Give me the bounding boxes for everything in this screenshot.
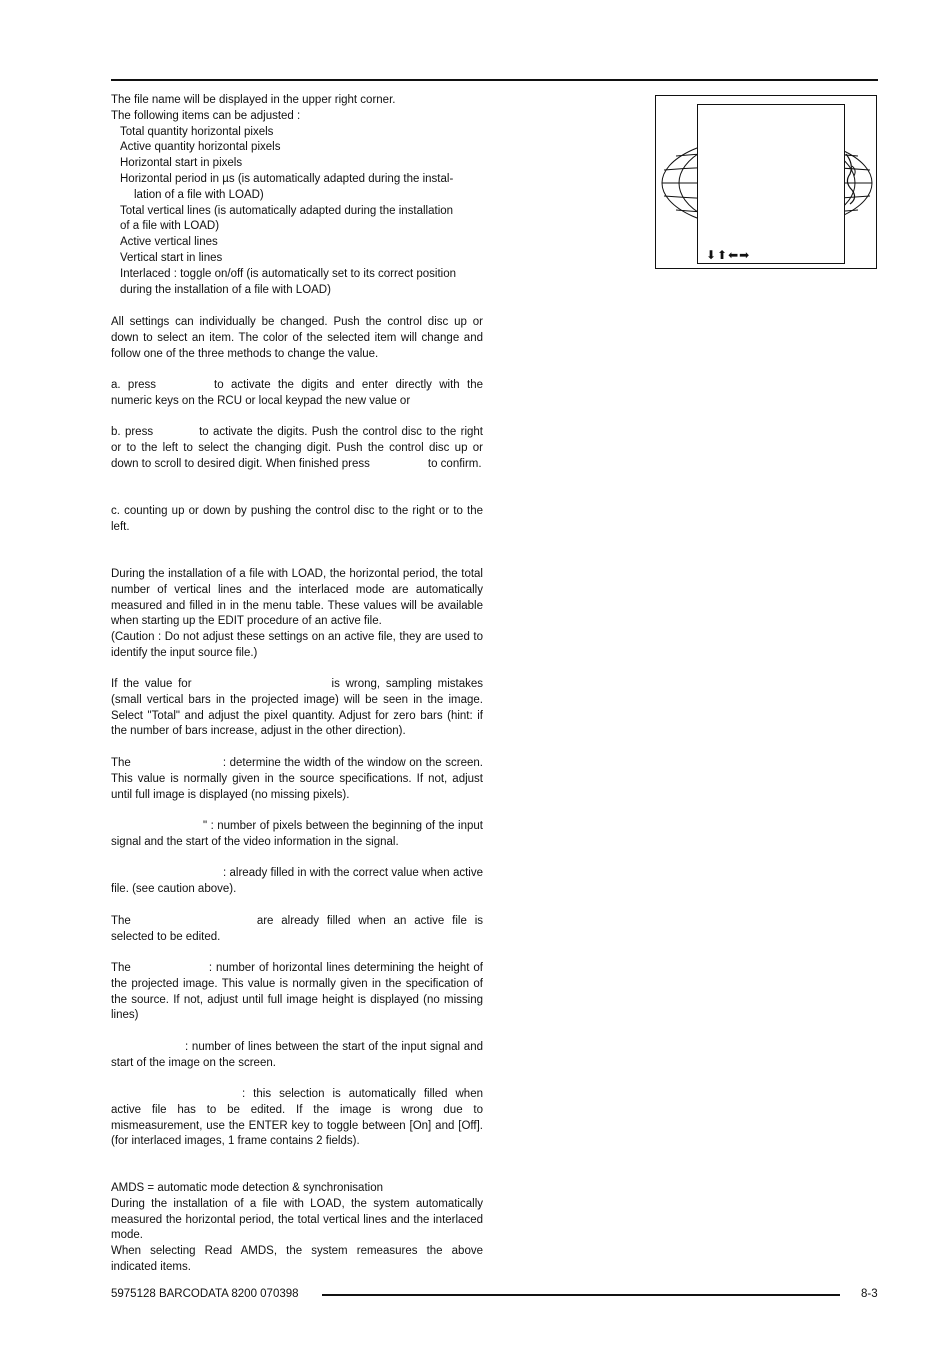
footer-rule [322, 1294, 840, 1296]
list-item: Horizontal period in µs (is automatically adapted during the instal- [120, 172, 454, 185]
hstart-post: " : number of pixels between the beginning of the input signal and the start of the video information in the signal. [111, 820, 483, 848]
active-pre: The [111, 757, 131, 769]
settings-p1: All settings can individually be changed. Push the control disc up or down to select an item. The color of the selected item will change and follow one of the three methods to change the value. [111, 316, 483, 360]
total-post: is wrong, sampling mistakes (small vertical bars in the projected image) will be seen in the image. Select "Total" and adjust the pixel quantity. Adjust for zero bars (hint: if the number of bars increase, adjust in the other direction). [111, 678, 483, 738]
active-post: : determine the width of the window on the screen. This value is normally given in the source specifications. If not, adjust until full image is displayed (no missing pixels). [111, 757, 483, 801]
vtotal-pre: The [111, 915, 131, 927]
settings-section [111, 315, 483, 362]
vstart-post: : number of lines between the start of the input signal and start of the image on the screen. [111, 1041, 483, 1069]
list-item: Horizontal start in pixels [120, 157, 243, 170]
top-rule [111, 79, 878, 81]
method-c-text: c. counting up or down by pushing the control disc to the right or to the left. [111, 505, 483, 533]
intro-p1: The file name will be displayed in the upper right corner. [111, 94, 396, 106]
method-b-pre: b. press [111, 426, 154, 438]
method-c [111, 504, 483, 536]
load-text: During the installation of a file with LOAD, the horizontal period, the total number of vertical lines and the interlaced mode are automatically measured and filled in in the menu table. These values will be available when starting up the EDIT procedure of an active file. [111, 568, 483, 628]
caution-text: (Caution : Do not adjust these settings on an active file, they are used to identify the input source file.) [111, 631, 483, 659]
total-pixels-paragraph [111, 677, 483, 740]
vactive-paragraph [111, 961, 483, 1024]
amds-load-text: During the installation of a file with LOAD, the system automatically measured the horizontal period, the total vertical lines and the interlaced mode. [111, 1197, 483, 1242]
list-item: Active quantity horizontal pixels [120, 141, 281, 154]
list-item: Vertical start in lines [120, 251, 223, 264]
interlaced-paragraph [111, 1087, 483, 1150]
amds-paragraph [111, 1181, 483, 1276]
total-pre: If the value for [111, 678, 192, 690]
intro-section [111, 93, 483, 298]
method-a [111, 378, 483, 410]
vactive-pre: The [111, 962, 131, 974]
list-item: Active vertical lines [120, 236, 218, 249]
list-item: Total vertical lines (is automatically adapted during the installation [120, 204, 454, 217]
menu-window [697, 104, 845, 264]
vtotal-post: are already filled when an active file is selected to be edited. [111, 915, 483, 943]
hstart-paragraph [111, 819, 483, 851]
list-item: Total quantity horizontal pixels [120, 125, 274, 138]
page-number: 8-3 [861, 1288, 878, 1300]
period-paragraph [111, 866, 483, 898]
list-item-cont: during the installation of a file with LOAD) [120, 283, 331, 296]
period-post: : already filled in with the correct value when active file. (see caution above). [111, 867, 483, 895]
method-b [111, 425, 483, 472]
list-item-cont: lation of a file with LOAD) [134, 188, 264, 201]
list-item: Interlaced : toggle on/off (is automatically set to its correct position [120, 267, 457, 280]
amds-definition: AMDS = automatic mode detection & synchronisation [111, 1182, 383, 1194]
list-item-cont: of a file with LOAD) [120, 220, 220, 233]
vactive-post: : number of horizontal lines determining the height of the projected image. This value is normally given in the specification of the source. If not, adjust until full image height is displayed (no missing lines) [111, 962, 483, 1022]
interlaced-post: : this selection is automatically filled when active file has to be edited. If the image is wrong due to mismeasurement, use the ENTER key to toggle between [On] and [Off]. (for interlaced images, 1 frame contains 2 fields). [111, 1088, 483, 1148]
active-pixels-paragraph [111, 756, 483, 803]
amds-read-text: When selecting Read AMDS, the system remeasures the above indicated items. [111, 1245, 483, 1273]
method-b-text: to activate the digits. Push the control disc to the right or to the left to select the changing digit. Push the control disc up or down to scroll to desired digit. When finished press [111, 426, 483, 470]
navigation-arrows-icon: ⬇⬆⬅➡ [706, 248, 751, 262]
vstart-paragraph [111, 1040, 483, 1072]
vtotal-paragraph [111, 914, 483, 946]
method-a-pre: a. press [111, 379, 157, 391]
method-b-end: to confirm. [427, 457, 482, 470]
footer-doc-id: 5975128 BARCODATA 8200 070398 [111, 1288, 299, 1300]
method-a-text: to activate the digits and enter directly with the numeric keys on the RCU or local keypad the new value or [111, 379, 483, 407]
intro-p2: The following items can be adjusted : [111, 109, 301, 122]
load-paragraph [111, 567, 483, 662]
